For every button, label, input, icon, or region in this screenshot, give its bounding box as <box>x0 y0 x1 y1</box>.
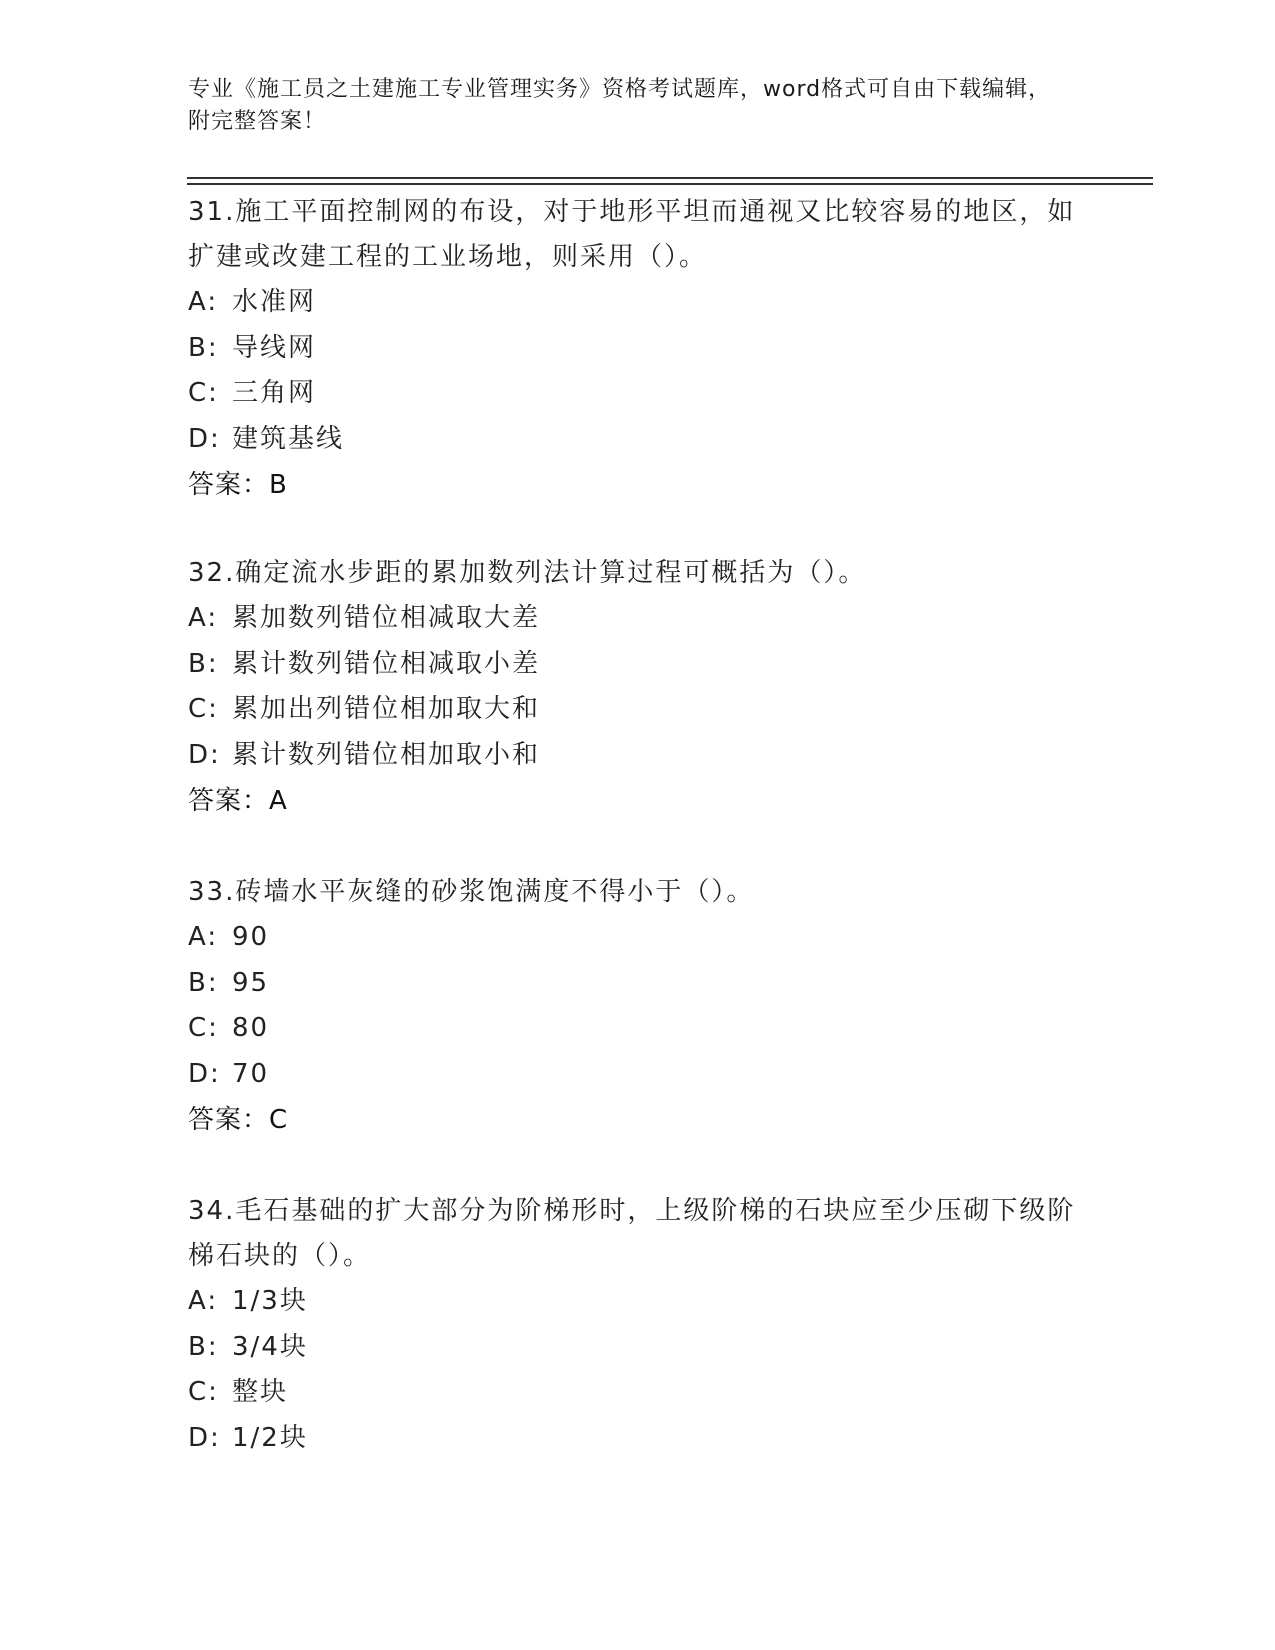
option-key: D: <box>188 739 221 770</box>
option-c <box>188 687 1088 733</box>
option-c <box>188 1370 1088 1416</box>
option-text: 1/2块 <box>232 1422 308 1453</box>
answer-label: 答案： <box>188 470 270 500</box>
option-text: 3/4块 <box>232 1331 308 1362</box>
question-stem: 34.毛石基础的扩大部分为阶梯形时，上级阶梯的石块应至少压砌下级阶梯石块的（）。 <box>188 1196 1076 1271</box>
option-key: B: <box>188 332 219 363</box>
option-key: A: <box>188 287 219 317</box>
header-divider-bottom <box>187 183 1153 185</box>
option-text: 1/3块 <box>232 1286 308 1316</box>
option-d <box>188 417 1088 463</box>
answer-line <box>188 462 1088 508</box>
option-key: A: <box>188 922 219 952</box>
question-34 <box>188 1189 1088 1461</box>
option-key: C: <box>188 1377 219 1407</box>
option-text: 70 <box>232 1058 270 1089</box>
option-text: 累计数列错位相减取小差 <box>232 648 541 679</box>
option-text: 导线网 <box>232 332 317 363</box>
question-stem: 33.砖墙水平灰缝的砂浆饱满度不得小于（）。 <box>188 877 755 907</box>
option-key: C: <box>188 1013 219 1043</box>
option-text: 95 <box>232 967 270 998</box>
option-b <box>188 326 1088 372</box>
option-key: D: <box>188 1422 221 1453</box>
option-key: C: <box>188 378 219 408</box>
option-c <box>188 371 1088 417</box>
option-a <box>188 1279 1088 1325</box>
question-33 <box>188 870 1088 1143</box>
option-d <box>188 1416 1088 1462</box>
answer-value: A <box>269 786 287 816</box>
option-key: A: <box>188 603 219 633</box>
option-text: 整块 <box>232 1377 289 1407</box>
option-b <box>188 961 1088 1007</box>
option-text: 累加出列错位相加取大和 <box>232 694 541 724</box>
question-32 <box>188 551 1088 824</box>
option-key: B: <box>188 648 219 679</box>
option-key: B: <box>188 967 219 998</box>
question-stem: 31.施工平面控制网的布设，对于地形平坦而通视又比较容易的地区，如扩建或改建工程的工业场地，则采用（）。 <box>188 197 1076 272</box>
option-b <box>188 1325 1088 1371</box>
document-header: 专业《施工员之土建施工专业管理实务》资格考试题库，word格式可自由下载编辑，附完整答案！ <box>188 77 1052 134</box>
option-b <box>188 642 1088 688</box>
option-a <box>188 596 1088 642</box>
answer-value: C <box>269 1105 288 1135</box>
answer-label: 答案： <box>188 786 270 816</box>
answer-label: 答案： <box>188 1105 270 1135</box>
option-d <box>188 733 1088 779</box>
option-key: A: <box>188 1286 219 1316</box>
answer-line <box>188 778 1088 824</box>
option-c <box>188 1006 1088 1052</box>
question-stem: 32.确定流水步距的累加数列法计算过程可概括为（）。 <box>188 558 867 588</box>
option-key: D: <box>188 1058 221 1089</box>
option-key: D: <box>188 423 221 454</box>
option-text: 水准网 <box>232 287 317 317</box>
option-text: 累加数列错位相减取大差 <box>232 603 541 633</box>
option-key: C: <box>188 694 219 724</box>
option-d <box>188 1052 1088 1098</box>
option-text: 三角网 <box>232 378 317 408</box>
option-a <box>188 280 1088 326</box>
option-a <box>188 915 1088 961</box>
option-text: 累计数列错位相加取小和 <box>232 739 541 770</box>
header-divider-top <box>187 177 1153 179</box>
option-key: B: <box>188 1331 219 1362</box>
answer-line <box>188 1097 1088 1143</box>
option-text: 90 <box>232 922 270 952</box>
option-text: 80 <box>232 1013 270 1043</box>
option-text: 建筑基线 <box>232 423 345 454</box>
answer-value: B <box>269 470 287 500</box>
question-31 <box>188 190 1088 508</box>
